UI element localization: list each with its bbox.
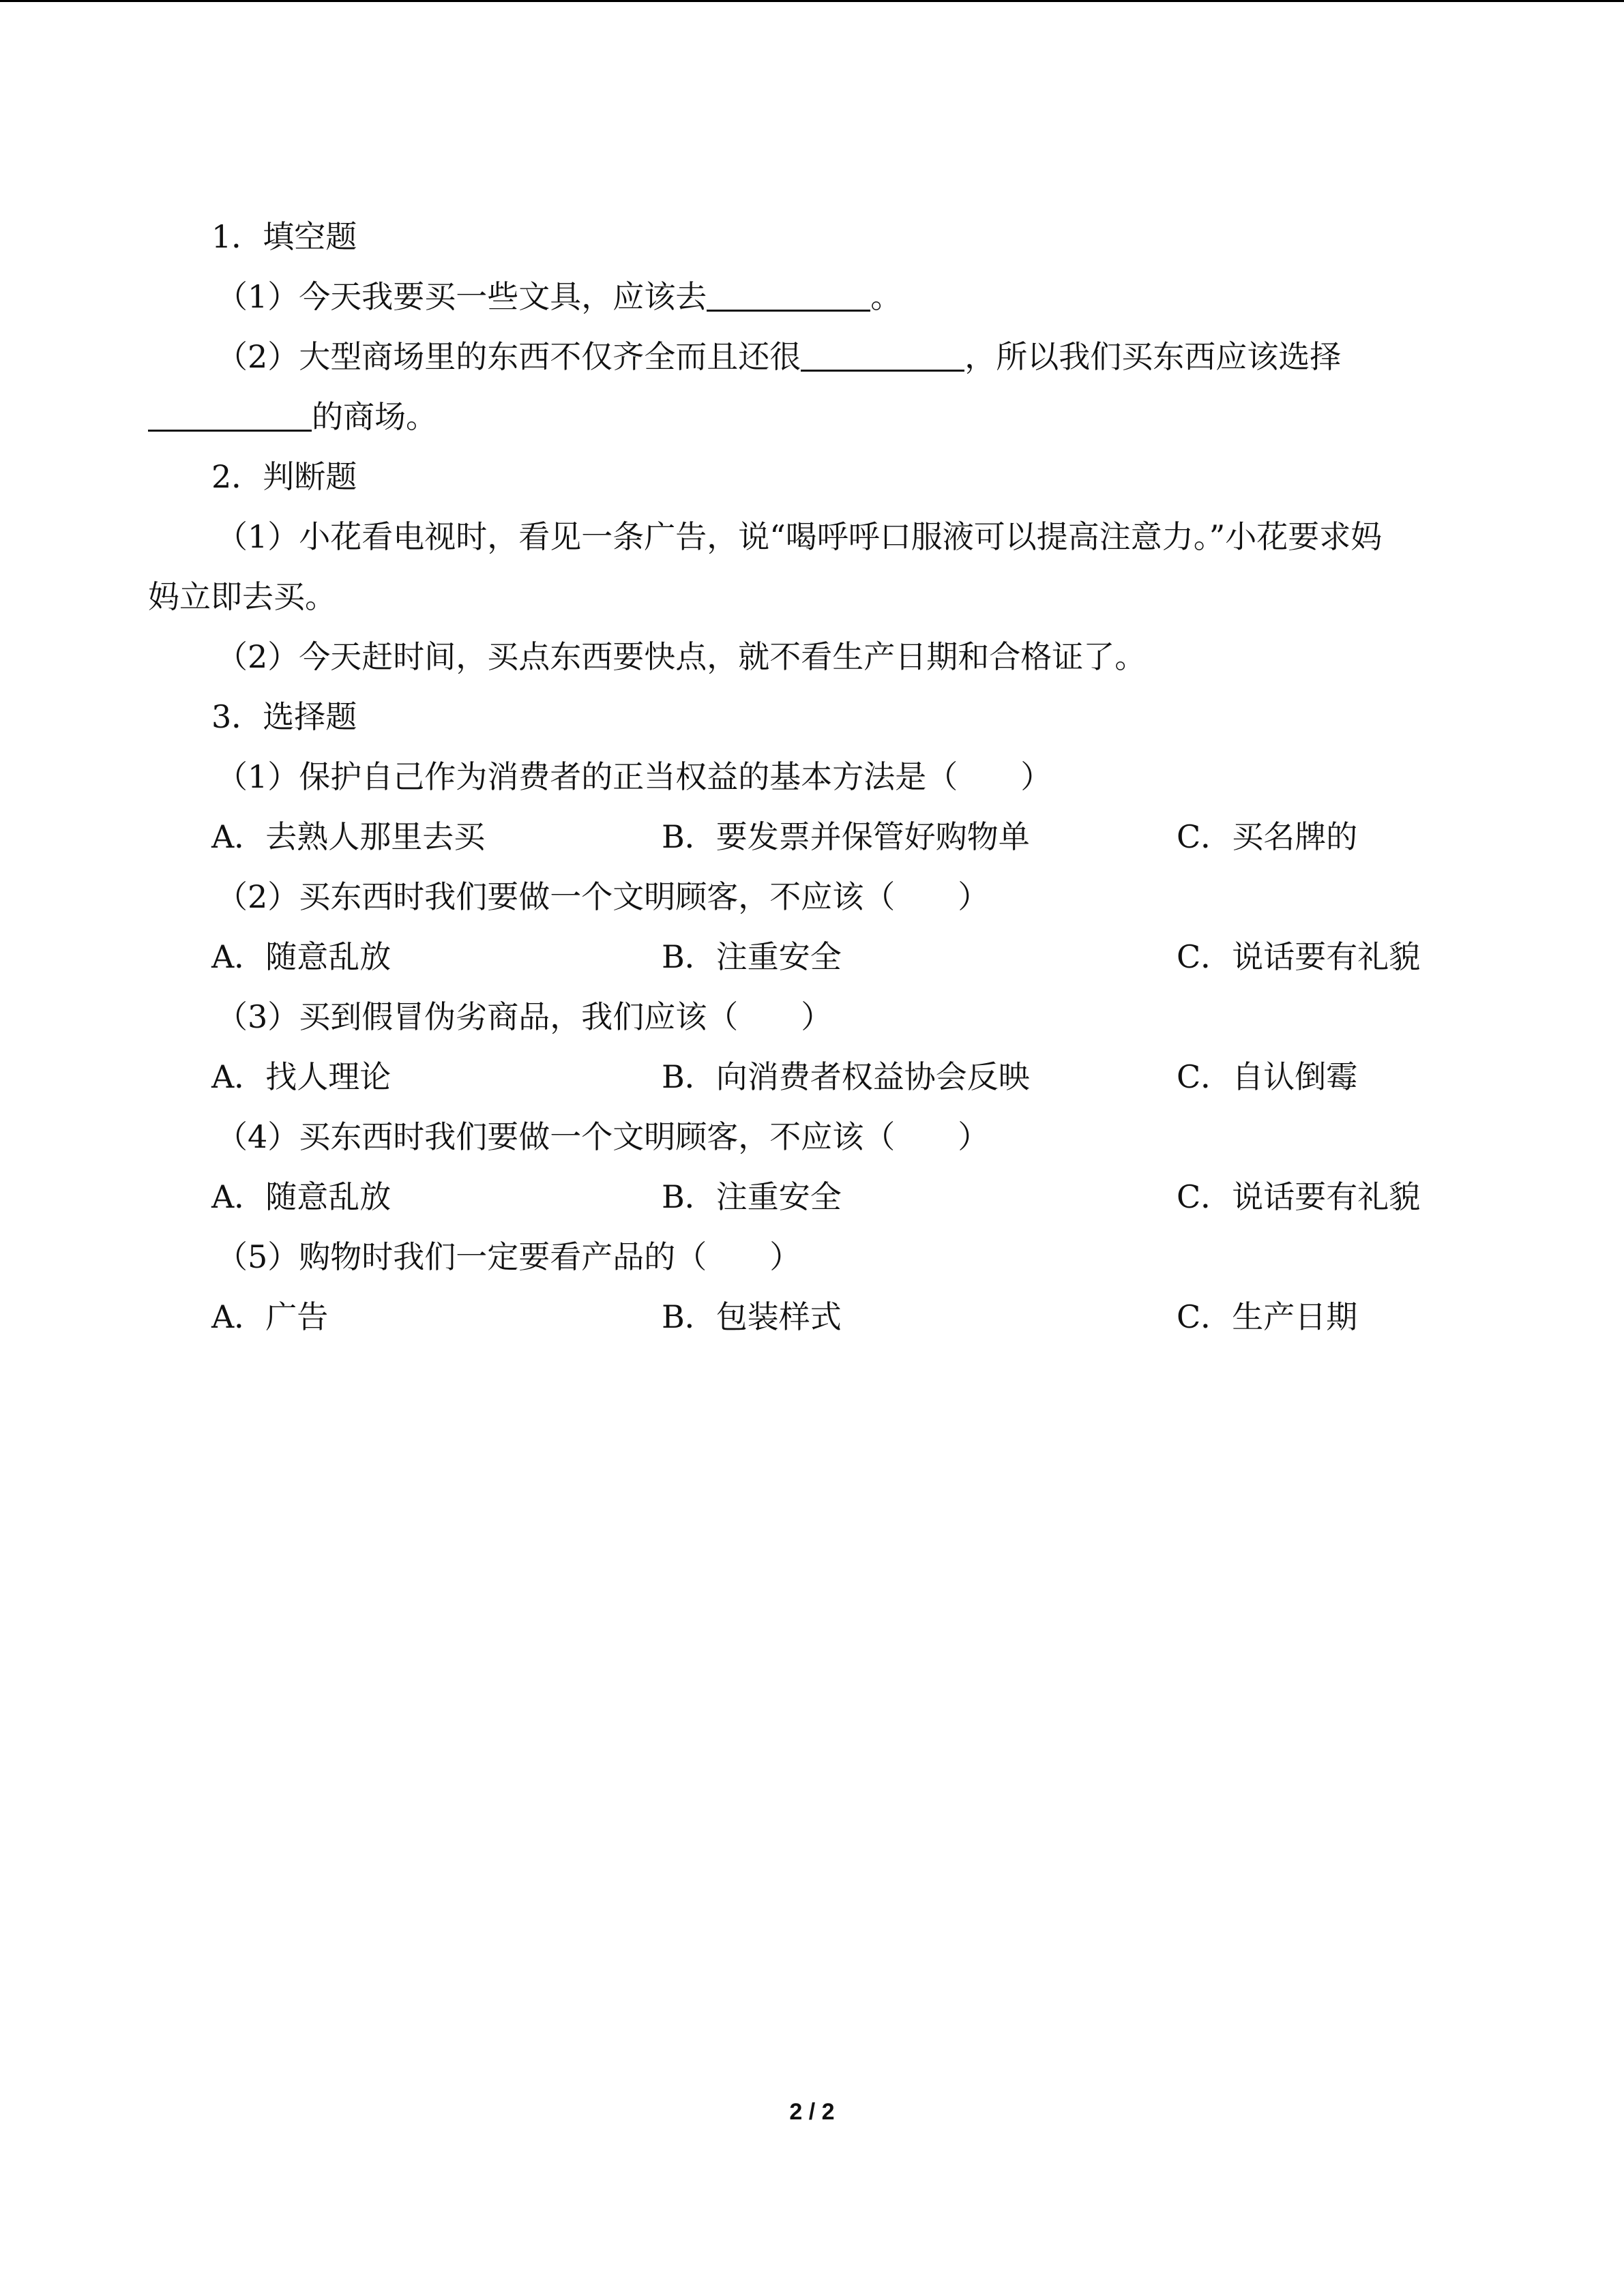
judge-heading: 2．判断题 (211, 458, 357, 495)
choice-question-stem: （3）买到假冒伪劣商品，我们应该（ ） (216, 998, 833, 1035)
choice-options (140, 1167, 1504, 1227)
choice-question-stem: （5）购物时我们一定要看产品的（ ） (216, 1238, 801, 1275)
judge-question-1: （1）小花看电视时，看见一条广告，说“喝呼呼口服液可以提高注意力。”小花要求妈 (216, 518, 1383, 555)
judge-question-1-cont: 妈立即去买。 (148, 578, 336, 615)
answer-blank (148, 398, 312, 432)
fill-question-2 (140, 327, 1504, 387)
choice-question-stem: （2）买东西时我们要做一个文明顾客，不应该（ ） (216, 878, 990, 915)
choice-question-stem: （1）保护自己作为消费者的正当权益的基本方法是（ ） (216, 758, 1052, 795)
option-a: A．广告 (211, 1298, 329, 1335)
option-a: A．去熟人那里去买 (211, 818, 486, 855)
page-number: 2 / 2 (789, 2099, 835, 2125)
fill-question-2-cont (148, 387, 1504, 447)
option-b: B．要发票并保管好购物单 (662, 818, 1030, 855)
choice-options (140, 1047, 1504, 1107)
fill-question-1 (140, 267, 1504, 327)
answer-blank (801, 338, 964, 372)
option-b: B．向消费者权益协会反映 (662, 1058, 1030, 1095)
option-a: A．找人理论 (211, 1058, 392, 1095)
fill-q2-middle: ，所以我们买东西应该选择 (964, 338, 1342, 375)
choice-heading: 3．选择题 (211, 698, 357, 735)
option-c: C．自认倒霉 (1177, 1058, 1358, 1095)
fill-q2-suffix: 的商场。 (312, 398, 437, 435)
option-b: B．注重安全 (662, 938, 842, 975)
worksheet-content (140, 207, 1504, 1347)
answer-blank (707, 278, 870, 312)
option-a: A．随意乱放 (211, 938, 392, 975)
fill-q1-prefix: （1）今天我要买一些文具，应该去 (216, 278, 707, 315)
choice-options (140, 927, 1504, 987)
fill-heading: 1．填空题 (211, 218, 357, 255)
choice-question-stem: （4）买东西时我们要做一个文明顾客，不应该（ ） (216, 1118, 990, 1155)
option-a: A．随意乱放 (211, 1178, 392, 1215)
choice-options (140, 1287, 1504, 1347)
option-c: C．说话要有礼貌 (1177, 1178, 1421, 1215)
option-c: C．说话要有礼貌 (1177, 938, 1421, 975)
fill-q2-prefix: （2）大型商场里的东西不仅齐全而且还很 (216, 338, 801, 375)
option-c: C．买名牌的 (1177, 818, 1358, 855)
option-b: B．注重安全 (662, 1178, 842, 1215)
option-c: C．生产日期 (1177, 1298, 1358, 1335)
fill-q1-suffix: 。 (870, 278, 902, 315)
judge-question-2: （2）今天赶时间，买点东西要快点，就不看生产日期和合格证了。 (216, 638, 1147, 675)
option-b: B．包装样式 (662, 1298, 842, 1335)
choice-options (140, 807, 1504, 867)
